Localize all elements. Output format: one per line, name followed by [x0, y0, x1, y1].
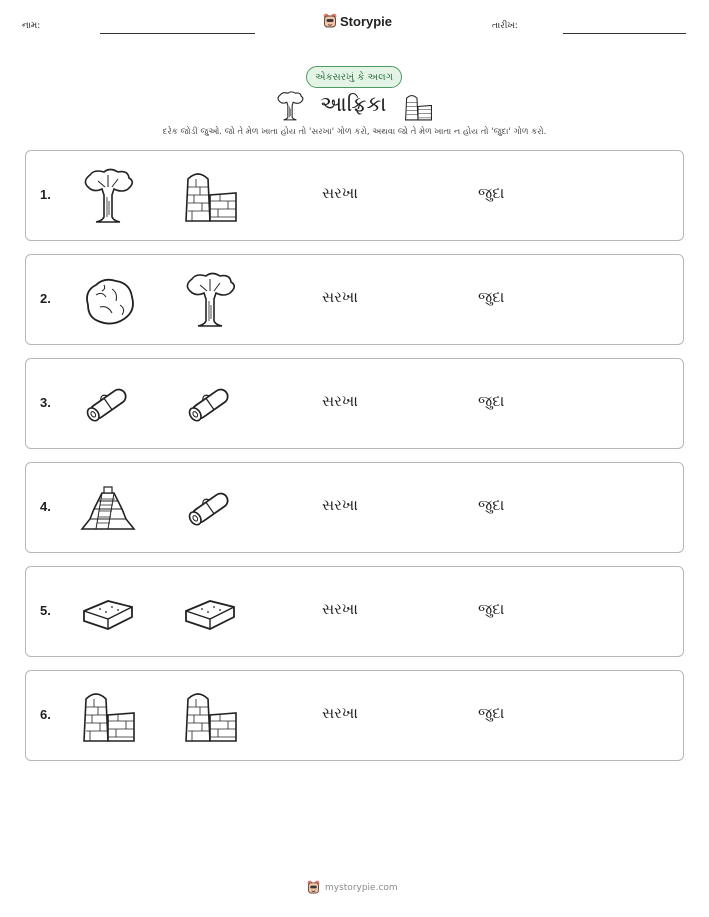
instructions: દરેક જોડી જુઓ. જો તે મેળ ખાતા હોય તો 'સરખા' ગોળ કરો, અથવા જો તે મેળ ખાતા ન હોય તો 'જુદા' ગોળ કરો. — [162, 127, 547, 137]
baobab-tree-icon — [274, 90, 306, 122]
same-option[interactable]: સરખા — [322, 704, 358, 722]
stone-ruins-icon — [180, 167, 240, 225]
question-row — [25, 566, 684, 657]
stone-ruins-icon — [180, 687, 240, 745]
same-option[interactable]: સરખા — [322, 184, 358, 202]
question-row — [25, 462, 684, 553]
stone-ruins-icon — [402, 92, 434, 122]
name-label: નામ: — [22, 21, 41, 31]
page-title: આફ્રિકા — [320, 92, 387, 116]
baobab-tree-icon — [78, 167, 138, 225]
different-option[interactable]: જુદા — [478, 288, 505, 306]
same-option[interactable]: સરખા — [322, 496, 358, 514]
question-row — [25, 670, 684, 761]
pyramid-icon — [78, 479, 138, 537]
brand-name: Storypie — [340, 13, 393, 29]
same-option[interactable]: સરખા — [322, 392, 358, 410]
scroll-icon — [78, 375, 138, 433]
baobab-tree-icon — [180, 271, 240, 329]
name-field[interactable] — [100, 33, 255, 34]
footer — [307, 880, 398, 895]
stone-ruins-icon — [78, 687, 138, 745]
question-row — [25, 358, 684, 449]
question-number: 5. — [40, 603, 51, 618]
storypie-mascot-icon — [307, 880, 320, 895]
scroll-icon — [180, 375, 240, 433]
question-number: 6. — [40, 707, 51, 722]
date-field[interactable] — [563, 33, 686, 34]
question-number: 4. — [40, 499, 51, 514]
different-option[interactable]: જુદા — [478, 184, 505, 202]
different-option[interactable]: જુદા — [478, 496, 505, 514]
brick-icon — [78, 583, 138, 641]
question-row — [25, 254, 684, 345]
question-row — [25, 150, 684, 241]
scroll-icon — [180, 479, 240, 537]
question-number: 1. — [40, 187, 51, 202]
different-option[interactable]: જુદા — [478, 704, 505, 722]
different-option[interactable]: જુદા — [478, 600, 505, 618]
date-label: તારીખ: — [492, 21, 518, 31]
question-number: 2. — [40, 291, 51, 306]
storypie-logo — [323, 13, 392, 29]
rock-icon — [78, 271, 138, 329]
question-number: 3. — [40, 395, 51, 410]
footer-site: mystorypie.com — [325, 882, 398, 893]
storypie-mascot-icon — [323, 13, 337, 29]
same-option[interactable]: સરખા — [322, 288, 358, 306]
different-option[interactable]: જુદા — [478, 392, 505, 410]
same-option[interactable]: સરખા — [322, 600, 358, 618]
brick-icon — [180, 583, 240, 641]
worksheet-type-badge: એકસરખું કે અલગ — [306, 66, 402, 88]
